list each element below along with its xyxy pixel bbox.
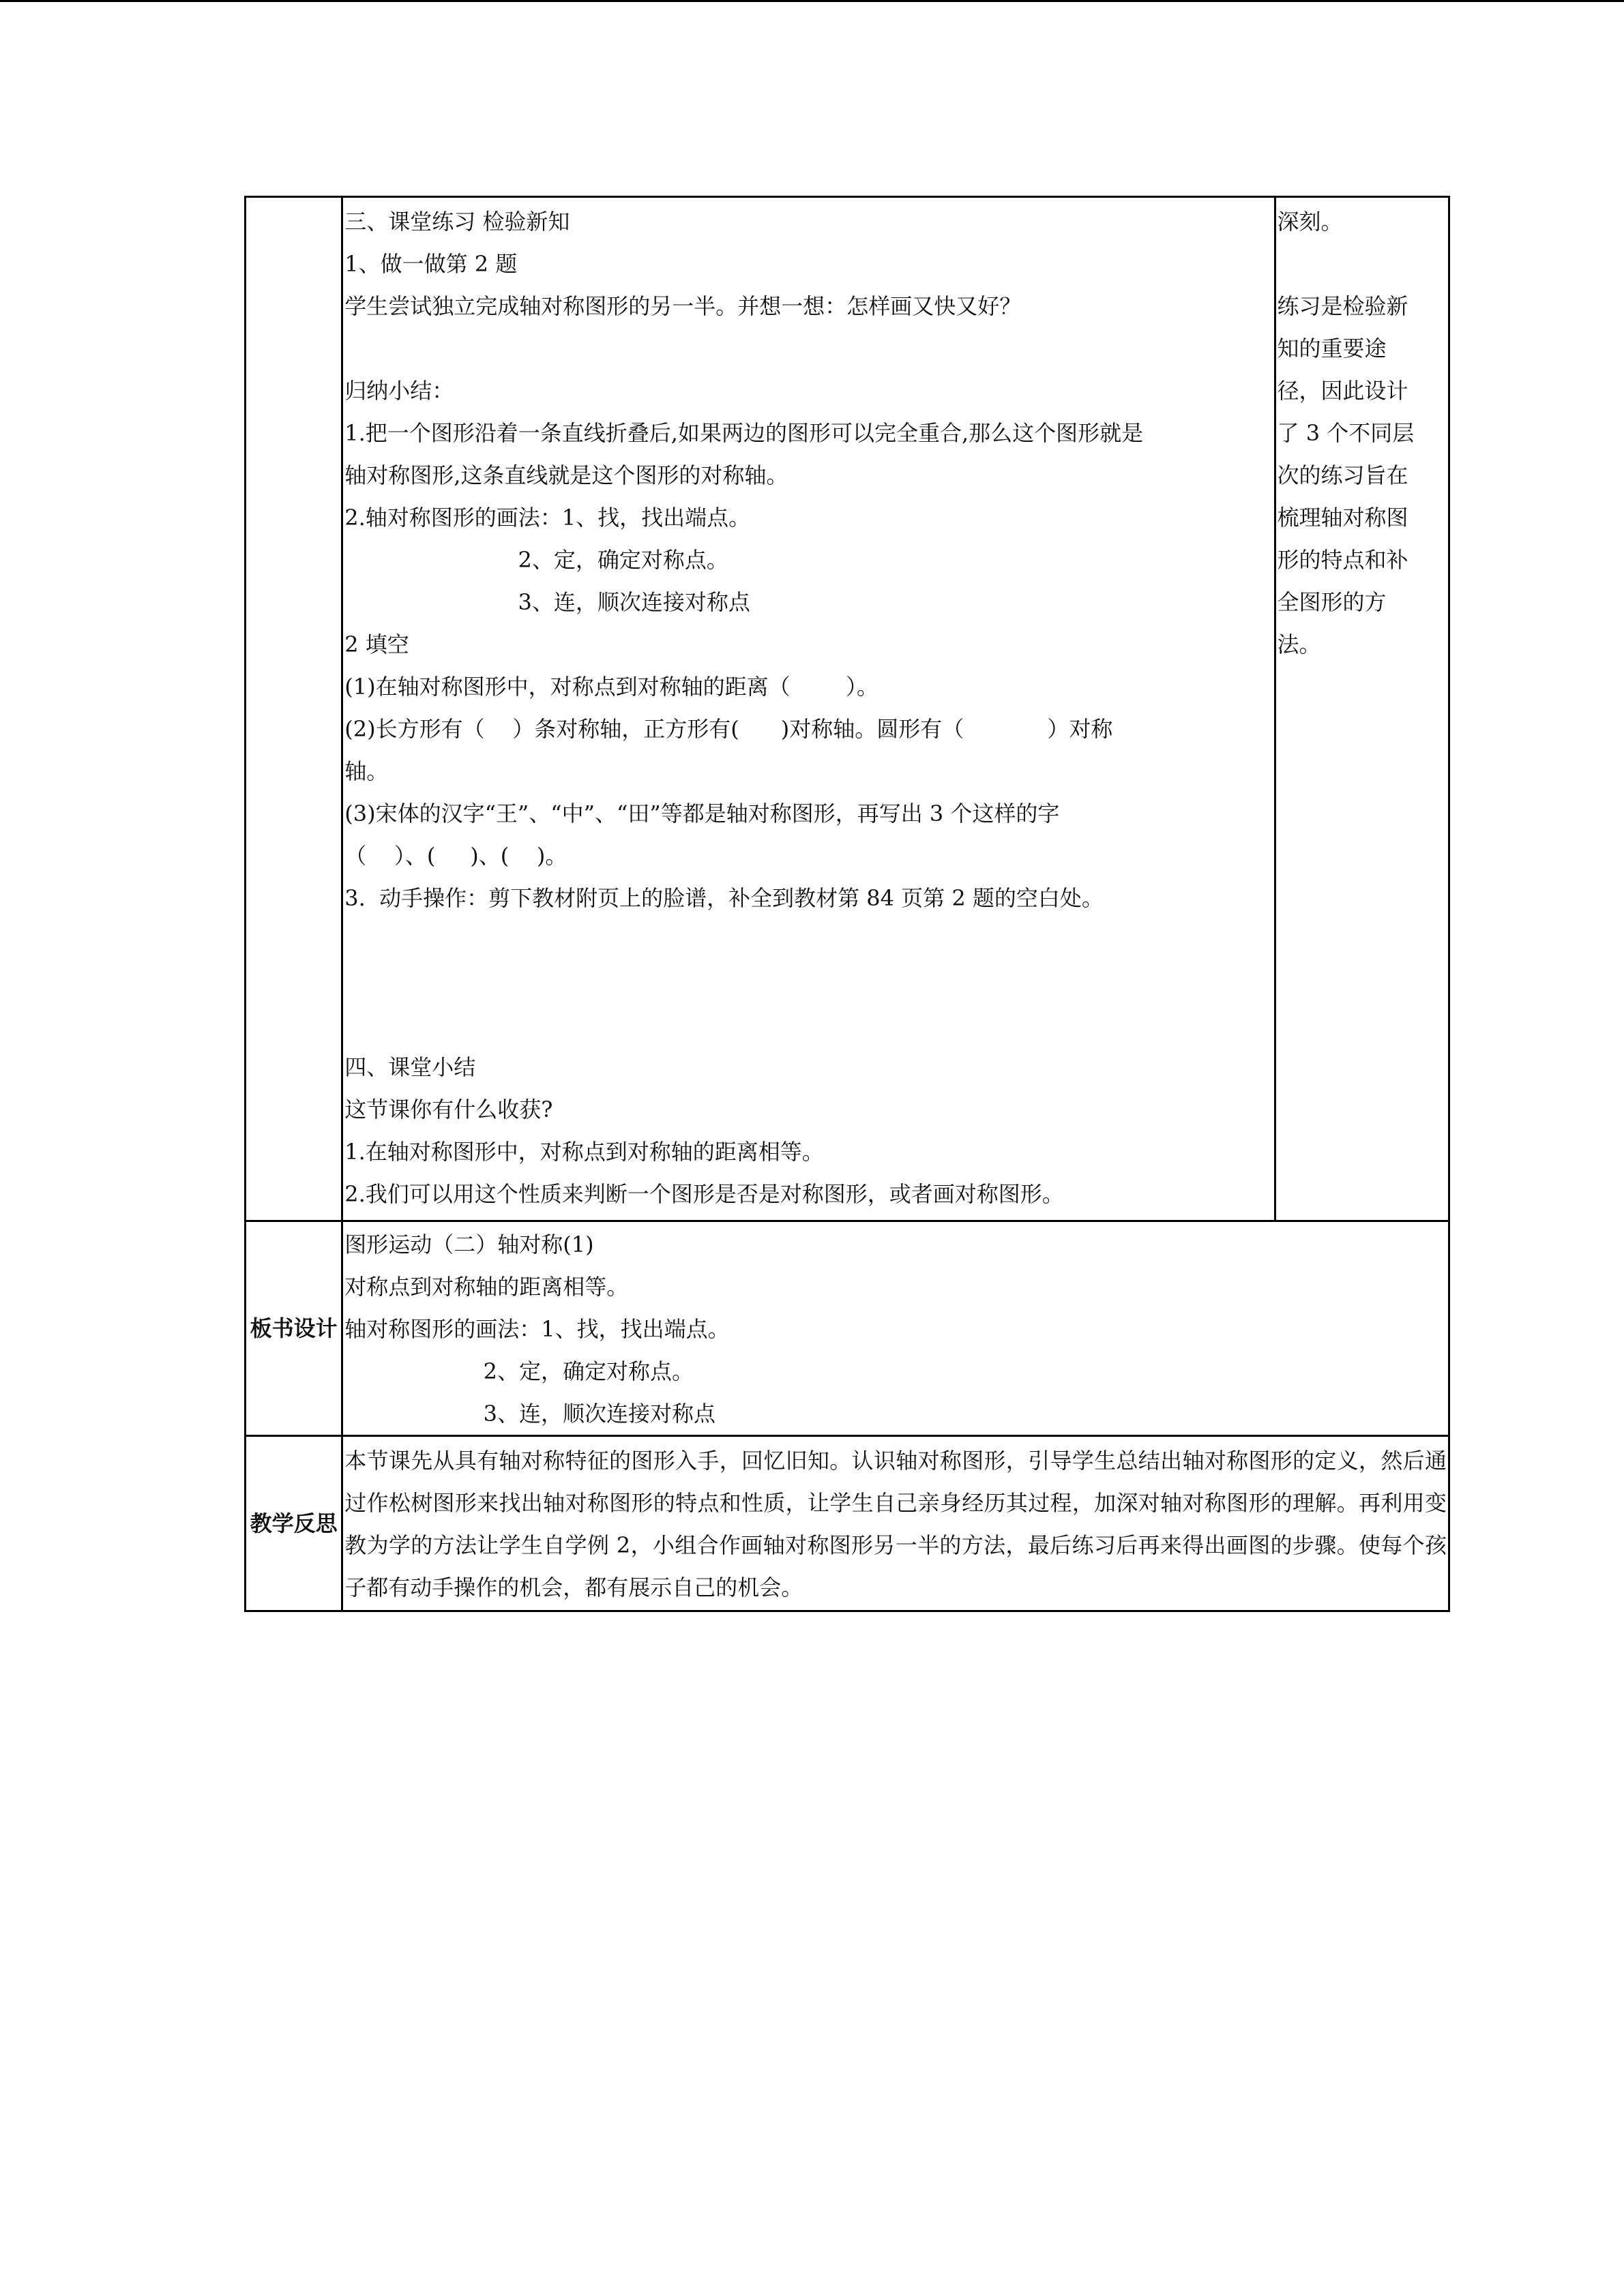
reflection-label: 教学反思: [246, 1436, 342, 1611]
note-line: 深刻。: [1277, 209, 1343, 235]
blank-space: [344, 919, 1271, 1046]
blank-line: [344, 327, 1271, 370]
summary-line: 这节课你有什么收获?: [344, 1097, 553, 1122]
note-line: 知的重要途: [1277, 336, 1387, 361]
design-notes-cell: [1275, 197, 1449, 1221]
section-heading-practice: 三、课堂练习 检验新知: [344, 209, 570, 235]
practice-line: 学生尝试独立完成轴对称图形的另一半。并想一想：怎样画又快又好？: [344, 293, 1022, 319]
board-design-row: [246, 1221, 1449, 1436]
reflection-row: [246, 1436, 1449, 1611]
summary-line: 1.在轴对称图形中，对称点到对称轴的距离相等。: [344, 1139, 824, 1165]
lesson-plan-table: [244, 196, 1450, 1612]
practice-line: (1)在轴对称图形中，对称点到对称轴的距离（ ）。: [344, 674, 879, 700]
note-line: 形的特点和补: [1277, 547, 1408, 573]
practice-line: 1.把一个图形沿着一条直线折叠后,如果两边的图形可以完全重合,那么这个图形就是: [344, 420, 1144, 446]
board-line: 2、定，确定对称点。: [344, 1358, 694, 1384]
page-top-border: [0, 0, 1624, 2]
practice-line: 3、连，顺次连接对称点: [344, 589, 750, 615]
note-line: 练习是检验新: [1277, 293, 1408, 319]
practice-line: 2.轴对称图形的画法：1、找，找出端点。: [344, 505, 751, 531]
practice-line: 轴对称图形,这条直线就是这个图形的对称轴。: [344, 462, 788, 488]
practice-label-cell: [246, 197, 342, 1221]
practice-line: 2 填空: [344, 631, 409, 657]
reflection-text: 本节课先从具有轴对称特征的图形入手，回忆旧知。认识轴对称图形，引导学生总结出轴对称图形的定义，然后通过作松树图形来找出轴对称图形的特点和性质，让学生自己亲身经历其过程，加深对轴对称图形的理解。再利用变教为学的方法让学生自学例 2，小组合作画轴对称图形另一半的方法，最后练习后再来得出画图的步骤。使每个孩子都有动手操作的机会，都有展示自己的机会。: [344, 1448, 1447, 1600]
section-heading-summary: 四、课堂小结: [344, 1054, 476, 1080]
board-line: 图形运动（二）轴对称(1): [344, 1232, 594, 1257]
reflection-content: [342, 1436, 1449, 1611]
practice-line: (3)宋体的汉字“王”、“中”、“田”等都是轴对称图形，再写出 3 个这样的字: [344, 801, 1060, 826]
board-design-content: [342, 1221, 1449, 1436]
practice-line: 轴。: [344, 758, 389, 784]
practice-row: [246, 197, 1449, 1221]
practice-content-cell: [342, 197, 1275, 1221]
blank-line: [1278, 243, 1447, 285]
practice-line: 归纳小结：: [344, 378, 454, 404]
note-line: 次的练习旨在: [1277, 462, 1408, 488]
note-line: 全图形的方: [1277, 589, 1387, 615]
practice-line: (2)长方形有（ ）条对称轴，正方形有( )对称轴。圆形有（ ）对称: [344, 716, 1113, 742]
practice-line: 2、定，确定对称点。: [344, 547, 728, 573]
practice-line: 3. 动手操作：剪下教材附页上的脸谱，补全到教材第 84 页第 2 题的空白处。: [344, 885, 1104, 911]
note-line: 了 3 个不同层: [1277, 420, 1415, 446]
note-line: 法。: [1277, 631, 1321, 657]
board-line: 3、连，顺次连接对称点: [344, 1401, 716, 1427]
practice-line: （ ）、( )、( )。: [344, 843, 567, 869]
note-line: 径，因此设计: [1277, 378, 1408, 404]
summary-line: 2.我们可以用这个性质来判断一个图形是否是对称图形，或者画对称图形。: [344, 1181, 1064, 1207]
board-design-label: 板书设计: [246, 1221, 342, 1436]
practice-line: 1、做一做第 2 题: [344, 251, 518, 277]
board-line: 对称点到对称轴的距离相等。: [344, 1274, 629, 1300]
note-line: 梳理轴对称图: [1277, 505, 1408, 531]
board-line: 轴对称图形的画法：1、找，找出端点。: [344, 1316, 730, 1342]
